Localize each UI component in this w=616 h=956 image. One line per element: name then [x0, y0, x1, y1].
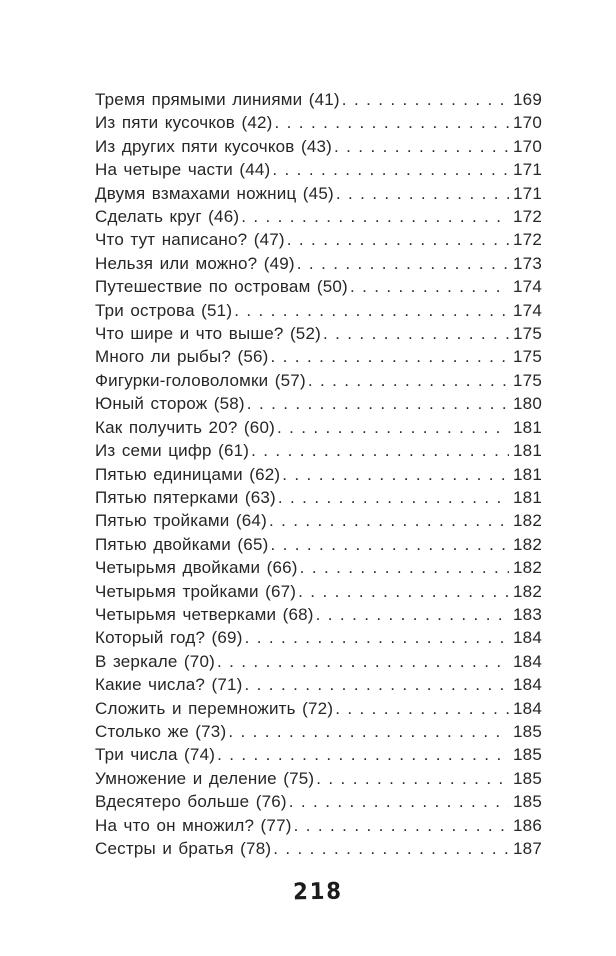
toc-entry — [95, 158, 542, 181]
dot-leader — [217, 650, 509, 673]
toc-entry-title: Путешествие по островам (50) — [95, 277, 348, 297]
toc-entry-title: Столько же (73) — [95, 721, 227, 741]
toc-entry — [95, 392, 542, 415]
toc-entry-title: Пятью единицами (62) — [95, 464, 281, 484]
toc-entry — [95, 486, 542, 509]
dot-leader — [269, 509, 509, 532]
toc-entry — [95, 650, 542, 673]
toc-entry — [95, 299, 542, 322]
toc-entry-page: 172 — [513, 230, 542, 250]
toc-entry-title: Пятью тройками (64) — [95, 511, 267, 531]
toc-entry-page: 185 — [513, 721, 542, 741]
toc-entry-title: Четырьмя двойками (66) — [95, 558, 298, 578]
dot-leader — [282, 463, 509, 486]
toc-entry-page: 185 — [513, 745, 542, 765]
toc-entry-page: 184 — [513, 651, 542, 671]
toc-entry-page: 181 — [513, 464, 542, 484]
toc-entry — [95, 603, 542, 626]
toc-entry-title: Из семи цифр (61) — [95, 441, 250, 461]
toc-entry — [95, 626, 542, 649]
toc-entry-page: 181 — [513, 417, 542, 437]
table-of-contents — [95, 88, 542, 860]
toc-entry-page: 175 — [513, 347, 542, 367]
toc-entry-page: 184 — [513, 628, 542, 648]
dot-leader — [316, 767, 509, 790]
toc-entry — [95, 720, 542, 743]
toc-entry-title: Три острова (51) — [95, 300, 233, 320]
toc-entry-page: 175 — [513, 324, 542, 344]
dot-leader — [277, 416, 509, 439]
toc-entry-page: 172 — [513, 207, 542, 227]
dot-leader — [273, 837, 509, 860]
toc-entry-title: Умножение и деление (75) — [95, 768, 315, 788]
toc-entry-title: Вдесятеро больше (76) — [95, 792, 287, 812]
toc-entry-title: Из других пяти кусочков (43) — [95, 136, 332, 156]
dot-leader — [228, 720, 509, 743]
toc-entry-page: 174 — [513, 277, 542, 297]
toc-entry-title: Из пяти кусочков (42) — [95, 113, 273, 133]
toc-entry-title: Какие числа? (71) — [95, 675, 243, 695]
toc-entry-page: 182 — [513, 534, 542, 554]
toc-entry-title: Как получить 20? (60) — [95, 417, 275, 437]
toc-entry-page: 181 — [513, 487, 542, 507]
toc-entry-page: 186 — [513, 815, 542, 835]
dot-leader — [335, 697, 509, 720]
toc-entry — [95, 767, 542, 790]
toc-entry — [95, 673, 542, 696]
dot-leader — [294, 814, 509, 837]
toc-entry-title: Тремя прямыми линиями (41) — [95, 90, 340, 109]
toc-entry-page: 185 — [513, 792, 542, 812]
toc-entry-page: 169 — [513, 90, 542, 109]
toc-entry — [95, 275, 542, 298]
dot-leader — [300, 556, 509, 579]
dot-leader — [297, 252, 509, 275]
toc-entry — [95, 416, 542, 439]
toc-entry — [95, 697, 542, 720]
dot-leader — [316, 603, 509, 626]
dot-leader — [270, 533, 509, 556]
toc-entry-title: Пятью пятерками (63) — [95, 487, 276, 507]
dot-leader — [275, 111, 510, 134]
toc-entry-page: 180 — [513, 394, 542, 414]
toc-entry — [95, 580, 542, 603]
dot-leader — [289, 790, 509, 813]
toc-entry — [95, 743, 542, 766]
toc-entry-page: 184 — [513, 675, 542, 695]
dot-leader — [251, 439, 509, 462]
toc-entry — [95, 88, 542, 111]
toc-entry-page: 182 — [513, 558, 542, 578]
toc-entry — [95, 322, 542, 345]
toc-entry-title: Сестры и братья (78) — [95, 839, 272, 858]
dot-leader — [350, 275, 509, 298]
dot-leader — [271, 345, 510, 368]
toc-entry-page: 175 — [513, 370, 542, 390]
page-footer — [95, 879, 542, 905]
toc-entry-page: 171 — [513, 160, 542, 180]
toc-entry-title: Три числа (74) — [95, 745, 216, 765]
toc-entry-page: 182 — [513, 581, 542, 601]
toc-entry-page: 184 — [513, 698, 542, 718]
toc-entry-page: 183 — [513, 604, 542, 624]
toc-entry-title: На четыре части (44) — [95, 160, 271, 180]
toc-entry — [95, 509, 542, 532]
toc-entry-title: Фигурки-головоломки (57) — [95, 370, 306, 390]
dot-leader — [323, 322, 509, 345]
toc-entry — [95, 135, 542, 158]
toc-entry — [95, 205, 542, 228]
toc-entry-title: Двумя взмахами ножниц (45) — [95, 183, 334, 203]
toc-entry — [95, 837, 542, 860]
dot-leader — [217, 743, 509, 766]
dot-leader — [342, 88, 509, 111]
dot-leader — [247, 392, 509, 415]
toc-entry — [95, 463, 542, 486]
dot-leader — [234, 299, 509, 322]
toc-entry-title: Четырьмя четверками (68) — [95, 604, 314, 624]
toc-entry-title: Что шире и что выше? (52) — [95, 324, 321, 344]
toc-entry — [95, 556, 542, 579]
dot-leader — [336, 182, 509, 205]
toc-entry-title: Сделать круг (46) — [95, 207, 240, 227]
dot-leader — [334, 135, 509, 158]
toc-entry-page: 171 — [513, 183, 542, 203]
toc-entry-title: Много ли рыбы? (56) — [95, 347, 269, 367]
toc-entry — [95, 439, 542, 462]
toc-entry-title: Четырьмя тройками (67) — [95, 581, 297, 601]
toc-entry-page: 181 — [513, 441, 542, 461]
toc-entry-page: 170 — [513, 136, 542, 156]
toc-entry-title: Нельзя или можно? (49) — [95, 253, 295, 273]
dot-leader — [287, 228, 509, 251]
dot-leader — [272, 158, 509, 181]
toc-entry-page: 174 — [513, 300, 542, 320]
dot-leader — [298, 580, 509, 603]
toc-entry-title: Юный сторож (58) — [95, 394, 245, 414]
toc-entry — [95, 814, 542, 837]
toc-entry-page: 182 — [513, 511, 542, 531]
toc-entry-title: Который год? (69) — [95, 628, 243, 648]
toc-entry-title: На что он множил? (77) — [95, 815, 292, 835]
toc-entry-page: 185 — [513, 768, 542, 788]
toc-entry — [95, 228, 542, 251]
dot-leader — [308, 369, 509, 392]
toc-entry — [95, 369, 542, 392]
toc-entry — [95, 252, 542, 275]
dot-leader — [245, 626, 509, 649]
toc-entry — [95, 111, 542, 134]
toc-entry-title: В зеркале (70) — [95, 651, 215, 671]
toc-entry-title: Сложить и перемножить (72) — [95, 698, 334, 718]
toc-entry — [95, 182, 542, 205]
toc-entry-page: 187 — [513, 839, 542, 858]
toc-entry-title: Что тут написано? (47) — [95, 230, 285, 250]
dot-leader — [241, 205, 509, 228]
toc-entry — [95, 790, 542, 813]
dot-leader — [278, 486, 509, 509]
toc-entry — [95, 533, 542, 556]
toc-entry-page: 173 — [513, 253, 542, 273]
toc-entry-page: 170 — [513, 113, 542, 133]
page-number: 218 — [293, 878, 344, 906]
dot-leader — [245, 673, 510, 696]
toc-entry — [95, 345, 542, 368]
toc-entry-title: Пятью двойками (65) — [95, 534, 269, 554]
